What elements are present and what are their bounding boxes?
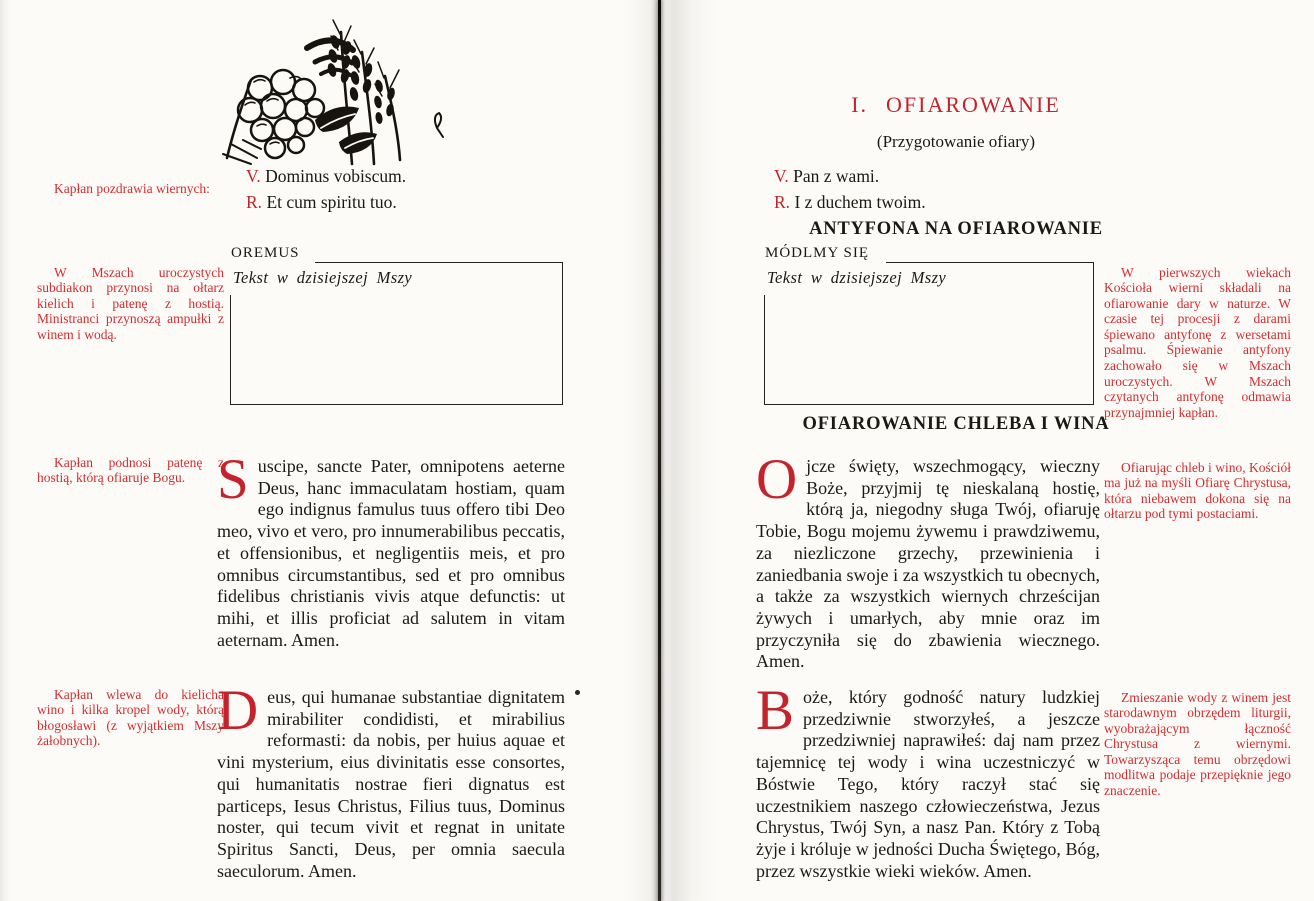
modlmy-sie-label: MÓDLMY SIĘ bbox=[765, 245, 870, 261]
dropcap-d: D bbox=[217, 679, 259, 742]
prayer-ojcze-text: jcze święty, wszechmogący, wieczny Boże, przyjmij tę nieskalaną hostię, którą ja, niegodny sługa Twój, ofiaruję Tobie, Bogu mojemu żywemu i prawdziwemu, za niezliczone grzechy, przewinienia i zaniedbania swoje i za wszystkich tu obecnych, a także za wszystkich wiernych chrześcijan żywych i umarłych, aby mnie oraz im przyczyniła się do zbawienia wiecznego. Amen. bbox=[756, 456, 1100, 672]
versicle-r-label: R. bbox=[774, 192, 791, 212]
versicle-response-latin bbox=[246, 163, 406, 215]
prayer-boze-text: oże, który godność natury ludzkiej przedziwnie stworzyłeś, a jeszcze przedziwniej naprawiłeś: daj nam przez tajemnicę tej wody i wina uczestniczyć w Bóstwie Tego, który raczył stać się uczestnikiem naszego człowieczeństwa, Jezus Chrystus, Twój Syn, a nasz Pan. Który z Tobą żyje i króluje w jedności Ducha Świętego, Bóg, przez wszystkie wieki wieków. Amen. bbox=[756, 687, 1100, 881]
binding-gutter-line bbox=[658, 0, 661, 901]
box-left-rule bbox=[764, 295, 765, 404]
section-title-text: OFIAROWANIE bbox=[886, 92, 1061, 117]
heading-antiphon: ANTYFONA NA OFIAROWANIE bbox=[809, 219, 1103, 239]
right-page bbox=[658, 0, 1314, 901]
oremus-placeholder: Tekst w dzisiejszej Mszy bbox=[233, 268, 413, 287]
versicle-v-text: Pan z wami. bbox=[793, 166, 880, 186]
prayer-suscipe-text: uscipe, sancte Pater, omnipotens aeterne Deus, hanc immaculatam hostiam, quam ego indignus famulus tuus offero tibi Deo meo, vivo et vero, pro innumerabilibus peccatis, et offensionibus, et negligentiis meis, et pro omnibus circumstantibus, sed et pro omnibus fidelibus christianis vivis atque defunctis: ut mihi, et illis proficiat ad salutem in vitam aeternam. Amen. bbox=[217, 456, 565, 650]
versicle-r-text: I z duchem twoim. bbox=[794, 192, 926, 212]
margin-note-water-wine-mixing: Zmieszanie wody z winem jest starodawnym obrzędem liturgii, wyobrażającym łączność Chrystusa z wiernymi. Towarzysząca temu obrzędowi modlitwa podaje przepięknie jego znaczenie. bbox=[1104, 689, 1291, 799]
box-left-rule bbox=[230, 295, 231, 404]
versicle-v-label: V. bbox=[774, 166, 789, 186]
margin-note-wine-water: Kapłan wlewa do kielicha wino i kilka kropel wody, którą błogosławi (z wyjątkiem Mszy żałobnych). bbox=[37, 686, 224, 749]
marginal-bullet-dot bbox=[575, 690, 580, 695]
response-line bbox=[246, 189, 406, 215]
oremus-label: OREMUS bbox=[231, 245, 300, 261]
margin-note-priest-greets: Kapłan pozdrawia wiernych: bbox=[54, 180, 210, 196]
prayer-boze bbox=[756, 679, 1100, 882]
margin-note-paten: Kapłan podnosi patenę z hostią, którą ofiaruje Bogu. bbox=[37, 454, 224, 486]
versicle-r-text: Et cum spiritu tuo. bbox=[266, 192, 397, 212]
dropcap-b: B bbox=[756, 679, 795, 742]
section-number: I. bbox=[851, 92, 869, 117]
heading-offering: OFIAROWANIE CHLEBA I WINA bbox=[802, 414, 1110, 434]
margin-note-antiphon-history: W pierwszych wiekach Kościoła wierni składali na ofiarowanie dary w naturze. W czasie tej procesji z darami śpiewano antyfonę z wersetami psalmu. Śpiewanie antyfony zachowało się w Mszach uroczystych. W Mszach czytanych antyfonę odmawia przynajmniej kapłan. bbox=[1104, 264, 1291, 420]
left-page bbox=[0, 0, 656, 901]
versicle-v-text: Dominus vobiscum. bbox=[265, 166, 407, 186]
box-top-rule bbox=[315, 262, 562, 263]
response-line bbox=[774, 189, 926, 215]
box-top-rule bbox=[886, 262, 1093, 263]
section-title bbox=[756, 92, 1156, 118]
versicle-line bbox=[774, 163, 926, 189]
prayer-ojcze bbox=[756, 448, 1100, 673]
modlmy-sie-placeholder: Tekst w dzisiejszej Mszy bbox=[767, 268, 947, 287]
prayer-deus-text: eus, qui humanae substantiae dignitatem mirabiliter condidisti, et mirabilius reformasti: da nobis, per huius aquae et vini mysterium, eius divinitatis esse consortes, qui humanitatis nostrae fieri dignatus est particeps, Iesus Christus, Filius tuus, Dominus noster, qui tecum vivit et regnat in unitate Spiritus Sancti, Deus, per omnia saecula saeculorum. Amen. bbox=[217, 687, 565, 881]
versicle-line bbox=[246, 163, 406, 189]
section-subtitle: (Przygotowanie ofiary) bbox=[876, 132, 1036, 151]
versicle-response-polish bbox=[774, 163, 926, 215]
versicle-v-label: V. bbox=[246, 166, 261, 186]
dropcap-o: O bbox=[756, 448, 798, 511]
dropcap-s: S bbox=[217, 448, 249, 511]
prayer-suscipe bbox=[217, 448, 565, 651]
oremus-text-box bbox=[230, 245, 563, 405]
prayer-deus bbox=[217, 679, 565, 882]
margin-note-offering-meaning: Ofiarując chleb i wino, Kościół ma już na myśli Ofiarę Chrystusa, która niebawem dokona się na ołtarzu pod tymi postaciami. bbox=[1104, 459, 1291, 522]
versicle-r-label: R. bbox=[246, 192, 263, 212]
wheat-and-grapes-illustration bbox=[203, 16, 458, 166]
margin-note-solemn-masses: W Mszach uroczystych subdiakon przynosi na ołtarz kielich i patenę z hostią. Ministranci przynoszą ampułki z winem i wodą. bbox=[37, 264, 224, 342]
modlmy-sie-text-box bbox=[764, 245, 1094, 405]
